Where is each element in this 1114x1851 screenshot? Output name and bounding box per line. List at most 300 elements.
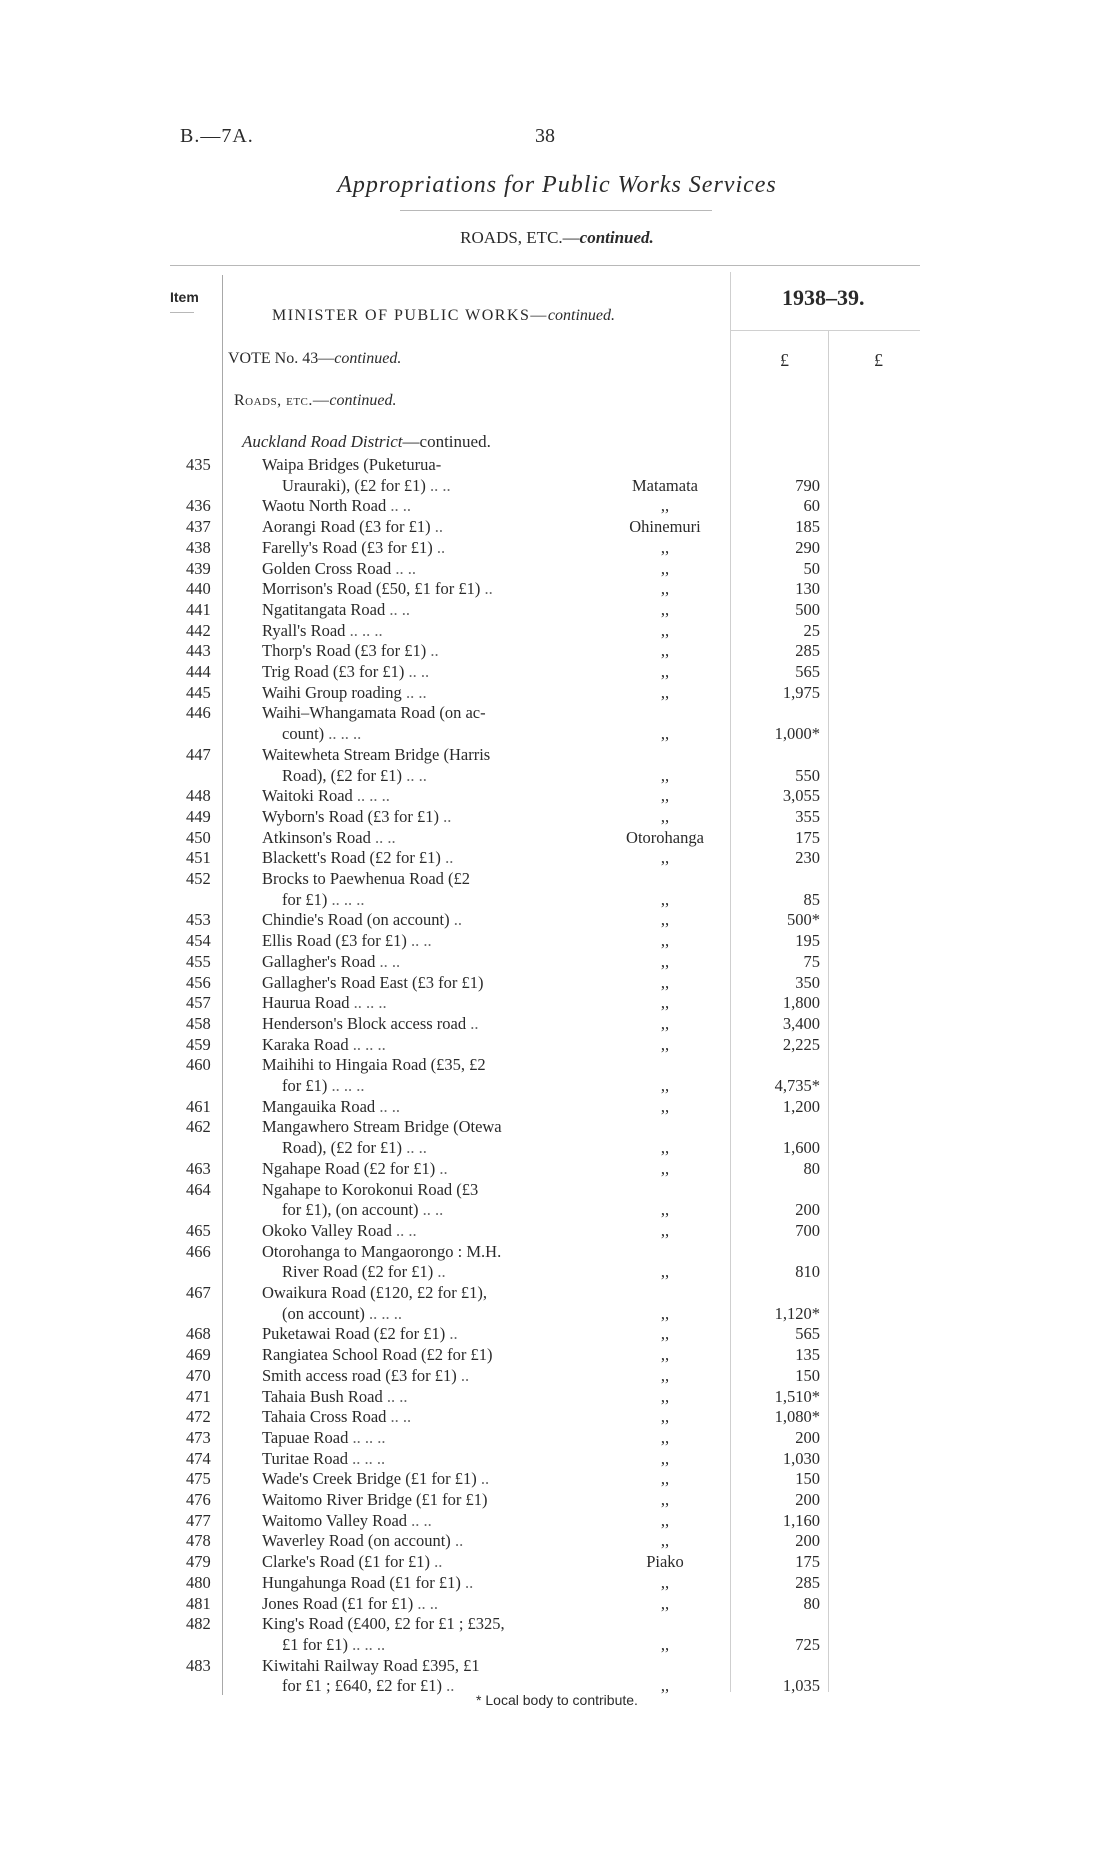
road-description-text: Ryall's Road [262,621,346,640]
table-row [0,1242,1114,1262]
table-row [0,1055,1114,1075]
amount-value: 2,225 [782,1035,820,1054]
table-row [0,703,1114,723]
amount-value: 230 [795,848,820,867]
leader-dots: .. [449,910,463,929]
table-row [0,869,1114,889]
table-row [0,745,1114,765]
amount-value: 25 [803,621,820,640]
county-name: ,, [660,1366,670,1385]
county-name: ,, [660,662,670,681]
table-row [0,1283,1114,1303]
table-row [0,952,1114,972]
county-name: ,, [660,1035,670,1054]
amount-value: 150 [795,1469,820,1488]
amount-value: 500 [795,600,820,619]
amount-value: 285 [795,641,820,660]
leader-dots: .. [441,1676,455,1695]
road-description-text: Tahaia Cross Road [262,1407,387,1426]
county-name: ,, [660,1635,670,1654]
leader-dots: .. .. .. [349,993,387,1012]
road-description [262,1531,463,1551]
amount-value: 3,055 [782,786,820,805]
amount-value: 1,080* [774,1407,820,1426]
amount-value: 200 [795,1531,820,1550]
leader-dots: .. .. .. [348,1449,386,1468]
road-description [262,869,470,889]
road-description-text: Waotu North Road [262,496,387,515]
road-description-text: Ngatitangata Road [262,600,386,619]
amount-value: 810 [795,1262,820,1281]
footnote: * Local body to contribute. [476,1692,638,1708]
road-description [262,973,484,993]
amount-value: 1,120* [774,1304,820,1323]
table-row [0,1117,1114,1137]
county-name: Matamata [632,476,698,495]
road-description-text: Haurua Road [262,993,350,1012]
road-description-text: Waitomo Valley Road [262,1511,408,1530]
amount-value: 80 [803,1594,820,1613]
leader-dots: .. .. [413,1594,438,1613]
leader-dots: .. [432,538,446,557]
county-name: ,, [660,1200,670,1219]
table-row [0,1138,1114,1158]
road-description-text: £1 for £1) [282,1635,348,1654]
county-name: Ohinemuri [629,517,701,536]
table-row [0,786,1114,806]
road-description [262,828,396,848]
table-row [0,600,1114,620]
road-description [262,621,383,641]
table-row [0,1656,1114,1676]
county-name: ,, [660,1097,670,1116]
county-name: ,, [660,1262,670,1281]
road-description-text: Urauraki), (£2 for £1) [282,476,426,495]
amount-value: 565 [795,662,820,681]
road-description [262,1407,411,1427]
amount-value: 290 [795,538,820,557]
road-description [262,1366,469,1386]
item-number: 475 [186,1469,211,1488]
table-row [0,496,1114,516]
item-number: 438 [186,538,211,557]
county-name: ,, [660,1469,670,1488]
road-description-text: Jones Road (£1 for £1) [262,1594,414,1613]
table-row [0,1449,1114,1469]
section-title [0,228,1114,248]
item-number: 446 [186,703,211,722]
item-number: 464 [186,1180,211,1199]
county-name: ,, [660,1076,670,1095]
road-description-text: for £1 ; £640, £2 for £1) [282,1676,442,1695]
road-description-text: Owaikura Road (£120, £2 for £1), [262,1283,487,1302]
leader-dots: .. [435,1159,448,1178]
leader-dots: .. [460,1573,474,1592]
leader-dots: .. [466,1014,479,1033]
item-number: 468 [186,1324,211,1343]
county-name: Piako [646,1552,684,1571]
item-number: 469 [186,1345,211,1364]
table-row [0,1221,1114,1241]
leader-dots: .. [429,1552,443,1571]
road-description [262,1345,492,1365]
road-description [282,1304,402,1324]
road-description-text: Farelly's Road (£3 for £1) [262,538,433,557]
item-number: 458 [186,1014,211,1033]
road-description-text: Puketawai Road (£2 for £1) [262,1324,446,1343]
leader-dots: .. [450,1531,464,1550]
item-number: 454 [186,931,211,950]
county-name: ,, [660,910,670,929]
leader-dots: .. .. [402,766,427,785]
road-description [282,1076,364,1096]
amount-value: 200 [795,1428,820,1447]
road-description-text: Mangawhero Stream Bridge (Otewa [262,1117,502,1136]
leader-dots: .. .. [386,1407,412,1426]
leader-dots: .. .. .. [352,786,390,805]
table-row [0,455,1114,475]
item-number: 463 [186,1159,211,1178]
road-description [262,910,462,930]
amount-value: 185 [795,517,820,536]
county-name: ,, [660,579,670,598]
road-description-text: Okoko Valley Road [262,1221,392,1240]
table-row [0,1552,1114,1572]
amount-value: 725 [795,1635,820,1654]
road-description [262,952,400,972]
road-description [262,1387,408,1407]
road-description-text: Gallagher's Road [262,952,376,971]
county-name: ,, [660,1221,670,1240]
amount-value: 500* [787,910,820,929]
page-title: Appropriations for Public Works Services [337,172,777,198]
road-description [262,848,453,868]
county-name: ,, [660,807,670,826]
table-row [0,1469,1114,1489]
county-name: ,, [660,848,670,867]
item-number: 482 [186,1614,211,1633]
table-row [0,1159,1114,1179]
amount-value: 130 [795,579,820,598]
table-row [0,1014,1114,1034]
leader-dots: .. .. .. [345,621,383,640]
amount-value: 1,035 [782,1676,820,1695]
roads-heading [234,392,397,410]
road-description-text: Trig Road (£3 for £1) [262,662,405,681]
item-number: 449 [186,807,211,826]
table-row [0,1614,1114,1634]
leader-dots: .. .. .. [364,1304,403,1323]
table-row [0,1387,1114,1407]
road-description-text: for £1) [282,1076,328,1095]
road-description-text: Otorohanga to Mangaorongo : M.H. [262,1242,502,1261]
item-number: 479 [186,1552,211,1571]
road-description-text: Waitoki Road [262,786,353,805]
road-description [282,890,364,910]
road-description-text: Morrison's Road (£50, £1 for £1) [262,579,481,598]
amount-value: 80 [803,1159,820,1178]
item-number: 447 [186,745,211,764]
amount-value: 1,800 [782,993,820,1012]
table-row [0,1180,1114,1200]
item-number: 444 [186,662,211,681]
item-number: 476 [186,1490,211,1509]
district-heading [242,432,491,452]
road-description [262,703,486,723]
road-description [282,1635,385,1655]
road-description-text: Wyborn's Road (£3 for £1) [262,807,440,826]
item-number: 439 [186,559,211,578]
item-number: 436 [186,496,211,515]
leader-dots: .. .. [375,952,401,971]
road-description-text: Rangiatea School Road (£2 for £1) [262,1345,493,1364]
road-description [282,476,451,496]
road-description [262,455,441,475]
table-row [0,931,1114,951]
road-description-text: Waihi Group roading [262,683,402,702]
table-row [0,973,1114,993]
item-number: 440 [186,579,211,598]
item-column-header: Item [170,289,199,305]
table-row [0,766,1114,786]
road-description-text: Road), (£2 for £1) [282,1138,403,1157]
road-description-text: Wade's Creek Bridge (£1 for £1) [262,1469,477,1488]
road-description [262,517,443,537]
page-number: 38 [535,125,555,147]
leader-dots: .. [480,579,493,598]
road-description-text: Chindie's Road (on account) [262,910,450,929]
item-number: 452 [186,869,211,888]
county-name: ,, [660,993,670,1012]
table-row [0,1076,1114,1096]
item-number: 473 [186,1428,211,1447]
county-name: ,, [660,1428,670,1447]
leader-dots: .. .. [404,662,430,681]
county-name: ,, [660,538,670,557]
amount-value: 75 [803,952,820,971]
table-row [0,1407,1114,1427]
table-row [0,1428,1114,1448]
amount-value: 60 [803,496,820,515]
item-number: 472 [186,1407,211,1426]
leader-dots: .. [433,1262,446,1281]
road-description-text: Mangauika Road [262,1097,376,1116]
amount-value: 195 [795,931,820,950]
table-row [0,683,1114,703]
road-description-text: count) [282,724,325,743]
road-description-text: Waihi–Whangamata Road (on ac- [262,703,486,722]
road-description-text: Blackett's Road (£2 for £1) [262,848,441,867]
leader-dots: .. .. [391,559,416,578]
table-row [0,1345,1114,1365]
amount-value: 150 [795,1366,820,1385]
leader-dots: .. [476,1469,490,1488]
item-number: 435 [186,455,211,474]
item-number: 461 [186,1097,211,1116]
table-row [0,848,1114,868]
leader-dots: .. .. .. [327,890,365,909]
road-description [262,1097,400,1117]
item-number: 455 [186,952,211,971]
table-row [0,1304,1114,1324]
table-row [0,890,1114,910]
county-name: ,, [660,1345,670,1364]
leader-dots: .. .. [407,1511,432,1530]
table-row [0,1097,1114,1117]
table-row [0,579,1114,599]
road-description [262,993,387,1013]
county-name: ,, [660,766,670,785]
table-row [0,993,1114,1013]
county-name: ,, [660,1490,670,1509]
county-name: ,, [660,621,670,640]
ministry-heading [272,307,615,325]
table-row [0,1200,1114,1220]
table-row [0,724,1114,744]
item-number: 456 [186,973,211,992]
road-description [262,1594,438,1614]
table-row [0,1035,1114,1055]
road-description [262,559,416,579]
county-name: ,, [660,1511,670,1530]
amount-value: 550 [795,766,820,785]
road-description [262,1614,505,1634]
vote-heading-continued: continued. [334,350,402,367]
item-header-rule [170,312,194,313]
road-description-text: Golden Cross Road [262,559,392,578]
table-top-rule [170,265,920,266]
item-number: 466 [186,1242,211,1261]
year-column-header: 1938–39. [782,285,865,310]
county-name: ,, [660,559,670,578]
amount-value: 1,030 [782,1449,820,1468]
road-description [262,1242,501,1262]
amount-value: 1,000* [774,724,820,743]
amount-value: 355 [795,807,820,826]
amount-value: 200 [795,1490,820,1509]
road-description [262,683,427,703]
title-divider [400,210,712,211]
county-name: ,, [660,683,670,702]
table-row [0,517,1114,537]
road-description-text: Road), (£2 for £1) [282,766,403,785]
table-row [0,662,1114,682]
table-row [0,1573,1114,1593]
item-number: 437 [186,517,211,536]
item-number: 481 [186,1594,211,1613]
table-row [0,621,1114,641]
item-number: 474 [186,1449,211,1468]
leader-dots: .. .. [401,683,427,702]
road-description-text: Henderson's Block access road [262,1014,467,1033]
road-description-text: Gallagher's Road East (£3 for £1) [262,973,484,992]
item-number: 443 [186,641,211,660]
leader-dots: .. .. [391,1221,417,1240]
roads-heading-continued: continued. [329,392,397,409]
item-number: 483 [186,1656,211,1675]
road-description [262,1324,458,1344]
county-name: ,, [660,1449,670,1468]
table-row [0,1366,1114,1386]
county-name: ,, [660,641,670,660]
road-description [262,1055,486,1075]
county-name: ,, [660,1594,670,1613]
county-name: ,, [660,931,670,950]
road-description-text: Ngahape to Korokonui Road (£3 [262,1180,479,1199]
leader-dots: .. .. .. [348,1035,386,1054]
leader-dots: .. [426,641,439,660]
road-description [262,641,439,661]
table-row [0,559,1114,579]
item-number: 450 [186,828,211,847]
item-number: 480 [186,1573,211,1592]
leader-dots: .. .. [402,1138,427,1157]
county-name: ,, [660,1159,670,1178]
table-row [0,1511,1114,1531]
amount-value: 50 [803,559,820,578]
county-name: ,, [660,973,670,992]
amount-value: 175 [795,828,820,847]
item-number: 457 [186,993,211,1012]
amount-value: 790 [795,476,820,495]
leader-dots: .. .. [418,1200,444,1219]
road-description [262,1221,417,1241]
leader-dots: .. .. [370,828,396,847]
amount-value: 700 [795,1221,820,1240]
item-number: 477 [186,1511,211,1530]
item-number: 465 [186,1221,211,1240]
road-description [262,1552,442,1572]
road-description [262,496,411,516]
road-description [262,1180,478,1200]
district-heading-continued: —continued. [402,432,491,451]
amount-value: 3,400 [782,1014,820,1033]
leader-dots: .. [430,517,444,536]
table-row [0,1490,1114,1510]
item-number: 448 [186,786,211,805]
amount-value: 135 [795,1345,820,1364]
road-description-text: Waitewheta Stream Bridge (Harris [262,745,491,764]
item-number: 453 [186,910,211,929]
year-header-rule [730,330,920,331]
table-row [0,828,1114,848]
item-number: 451 [186,848,211,867]
road-description-text: Maihihi to Hingaia Road (£35, £2 [262,1055,486,1074]
road-description [262,807,451,827]
leader-dots: .. .. .. [327,1076,365,1095]
item-number: 459 [186,1035,211,1054]
county-name: ,, [660,786,670,805]
road-description-text: Karaka Road [262,1035,349,1054]
road-description [262,1449,385,1469]
road-description [262,600,410,620]
county-name: Otorohanga [626,828,704,847]
amount-value: 1,160 [782,1511,820,1530]
leader-dots: .. [440,848,454,867]
amount-value: 85 [803,890,820,909]
amount-value: 350 [795,973,820,992]
amount-value: 285 [795,1573,820,1592]
leader-dots: .. .. .. [347,1635,386,1654]
amount-value: 175 [795,1552,820,1571]
leader-dots: .. [439,807,452,826]
amount-value: 1,200 [782,1097,820,1116]
roads-heading-text: Roads, etc.— [234,392,330,409]
road-description [282,1138,427,1158]
leader-dots: .. .. [382,1387,408,1406]
county-name: ,, [660,890,670,909]
amount-value: 1,510* [774,1387,820,1406]
